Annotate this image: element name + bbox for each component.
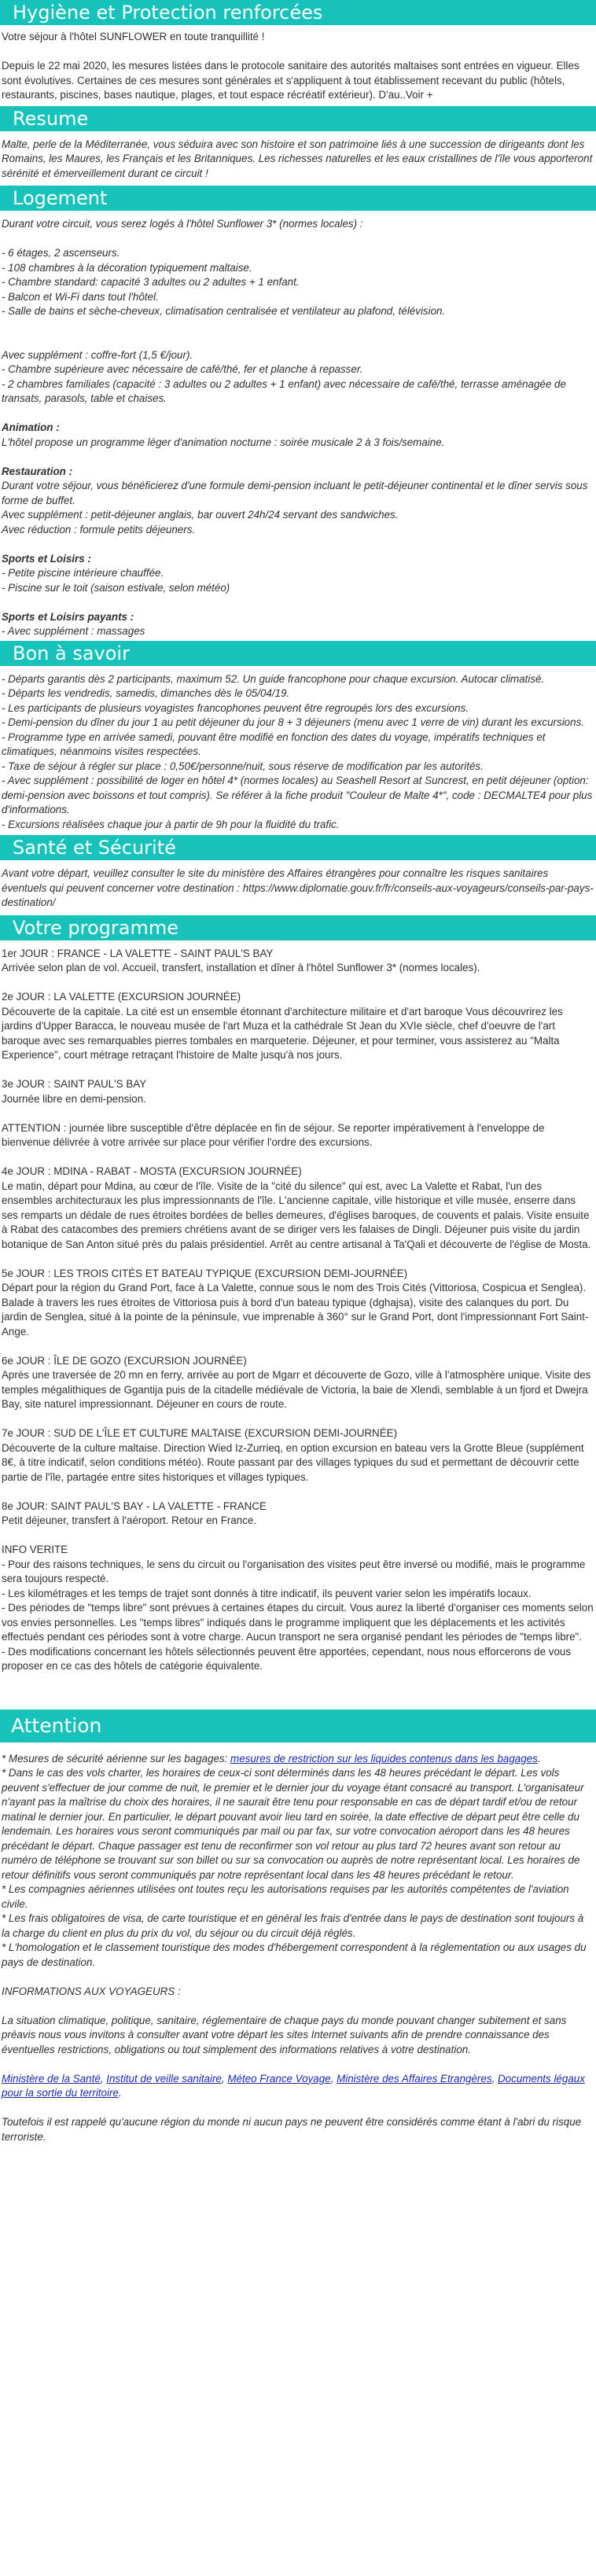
day-text: Arrivée selon plan de vol. Accueil, transfert, installation et dîner à l'hôtel Sunflower 3* (normes locales). [2, 962, 480, 973]
security-suffix: . [537, 1752, 541, 1765]
day-block [2, 1500, 594, 1529]
link-separator: , [100, 2072, 107, 2085]
section-title-bon-a-savoir: Bon à savoir [0, 641, 596, 666]
day-block [2, 1267, 594, 1340]
link-affaires-etrangeres[interactable]: Ministère des Affaires Etrangères [337, 2072, 492, 2085]
section-title-attention: Attention [0, 1709, 596, 1742]
day-block [2, 1121, 594, 1150]
sante-body [0, 860, 596, 915]
list-item: - Chambre standard: capacité 3 adultes ou 2 adultes + 1 enfant. [2, 276, 300, 288]
link-separator: , [491, 2072, 498, 2085]
day-text: Après une traversée de 20 mn en ferry, arrivée au port de Mgarr et découverte de Gozo, ville à l'atmosphère unique. Visite des temples mégalithiques de Ggantija puis de la citadelle médiévale de Victoria, la baie de Xlendi, semblable à un fjord et Dwejra Bay, site naturel impressionnant. Déjeuner en cours de route. [2, 1369, 591, 1410]
section-title-sante: Santé et Sécurité [0, 835, 596, 860]
logement-body [0, 211, 596, 641]
list-item: - Piscine sur le toit (saison estivale, selon météo) [2, 581, 230, 594]
day-block [2, 1077, 594, 1106]
day-block [2, 947, 594, 976]
list-item: - Chambre supérieure avec nécessaire de café/thé, fer et planche à repasser. [2, 363, 363, 375]
day-title: 7e JOUR : SUD DE L'ÎLE ET CULTURE MALTAISE (EXCURSION DEMI-JOURNÉE) [2, 1427, 398, 1439]
day-text: Découverte de la culture maltaise. Direction Wied Iz-Zurrieq, en option excursion en bateau vers la Grotte Bleue (supplément 8€, à titre indicatif, selon conditions météo). Route passant par des villages typiques du sud et permettant de découvrir cette partie de l'île, partagée entre sites historiques et villages typiques. [2, 1441, 584, 1483]
list-item: - 108 chambres à la décoration typiquement maltaise. [2, 261, 252, 274]
list-item: Durant votre séjour, vous bénéficierez d'une formule demi-pension incluant le petit-déjeuner continental et le dîner servis sous forme de buffet. [2, 480, 588, 506]
day-block [2, 1165, 594, 1252]
useful-links [2, 2072, 594, 2101]
info-voyageurs-title: INFORMATIONS AUX VOYAGEURS : [2, 1985, 181, 1997]
security-prefix: * Mesures de sécurité aérienne sur les bagages: [2, 1752, 231, 1765]
link-meteo-france[interactable]: Méteo France Voyage [227, 2072, 331, 2085]
section-title-logement: Logement [0, 186, 596, 211]
day-title: 5e JOUR : LES TROIS CITÉS ET BATEAU TYPIQUE (EXCURSION DEMI-JOURNÉE) [2, 1267, 408, 1279]
day-text: Départ pour la région du Grand Port, face à La Valette, connue sous le nom des Trois Cités (Vittoriosa, Cospicua et Senglea). Balade à travers les rues étroites de Vittoriosa puis à bord d'un bateau typique (dghajsa), visite des calanques du port. Du jardin de Senglea, situé à la pointe de la péninsule, vue imprenable à 360° sur le Grand Port, dont l'impressionnant Fort Saint-Ange. [2, 1282, 589, 1338]
list-item: - Des modifications concernant les hôtels sélectionnés peuvent être apportées, cependant, nous nous efforcerons de vous proposer en ce cas des hôtels de catégorie équivalente. [2, 1645, 572, 1672]
list-item: - Taxe de séjour à régler sur place : 0,50€/personne/nuit, sous réserve de modification par les autorités. [2, 760, 484, 772]
list-item: - Les kilométrages et les temps de trajet sont donnés à titre indicatif, ils peuvent varier selon les impératifs locaux. [2, 1587, 532, 1599]
day-title: 1er JOUR : FRANCE - LA VALETTE - SAINT PAUL'S BAY [2, 947, 274, 959]
day-title: ATTENTION : journée libre susceptible d'être déplacée en fin de séjour. Se reporter impérativement à l'enveloppe de bienvenue délivrée à votre arrivée sur place pour vérifier l'ordre des excursions. [2, 1121, 545, 1148]
day-title: 4e JOUR : MDINA - RABAT - MOSTA (EXCURSION JOURNÉE) [2, 1165, 302, 1177]
day-text: Le matin, départ pour Mdina, au cœur de l'île. Visite de la "cité du silence" qui est, avec La Valette et Rabat, l'un des ensembles architecturaux les plus impressionnants de l'île. L'ancienne capitale, ville historique et ville musée, enserre dans ses remparts un dédale de rues étroites bordées de belles demeures, d'églises baroques, de couvents et palais. Visite ensuite à Rabat des catacombes des premiers chrétiens avant de se diriger vers les falaises de Dingli. Déjeuner puis visite du jardin botanique de San Anton situé près du palais présidentiel. Arrêt au centre artisanal à Ta'Qali et découverte de l'église de Mosta. [2, 1179, 591, 1250]
resume-body [0, 131, 596, 186]
day-title: 6e JOUR : ÎLE DE GOZO (EXCURSION JOURNÉE) [2, 1354, 247, 1367]
day-block [2, 1426, 594, 1485]
list-item: - Balcon et Wi-Fi dans tout l'hôtel. [2, 290, 159, 303]
security-measures [2, 1752, 594, 1767]
day-text: Découverte de la capitale. La cité est un ensemble étonnant d'architecture militaire et d'art baroque Vous découvrirez les jardins d'Upper Baracca, le nouveau musée de l'art Muza et la cathédrale St Jean du XVIe siècle, chef d'oeuvre de l'art baroque avec ses remarquables pierres tombales en marqueterie. Déjeuner, et pour terminer, vous assisterez au "Malta Experience", court métrage retraçant l'histoire de Malte jusqu'à nos jours. [2, 1005, 563, 1061]
programme-body [0, 940, 596, 1705]
animation-label: Animation : [2, 421, 60, 433]
list-item: - Des périodes de "temps libre" sont prévues à certaines étapes du circuit. Vous aurez la liberté d'organiser ces moments selon vos envies personnelles. Les "temps libres" indiqués dans le programme impliquent que les déplacements et les activités effectués pendant ces périodes sont à votre charge. Aucun transport ne sera organisé pendant les périodes de "temps libre". [2, 1602, 594, 1643]
info-voyageurs-text: La situation climatique, politique, sanitaire, réglementaire de chaque pays du monde pouvant changer subitement et sans préavis nous vous invitons à consulter avant votre départ les sites Internet suivants afin de prendre connaissance des éventuelles restrictions, obligations ou tout simplement des informations relatives à votre destination. [2, 2014, 567, 2055]
airlines-paragraph: * Les compagnies aériennes utilisées ont toutes reçu les autorisations requises par les autorités compétentes de l'aviation civile. [2, 1883, 569, 1910]
list-item: - Départs les vendredis, samedis, dimanches dès le 05/04/19. [2, 687, 290, 699]
list-item: - Excursions réalisées chaque jour à partir de 9h pour la fluidité du trafic. [2, 818, 340, 830]
restauration-label: Restauration : [2, 465, 73, 477]
list-item: Avec supplément : petit-déjeuner anglais, bar ouvert 24h/24 servant des sandwiches. [2, 509, 399, 521]
list-item: Avec réduction : formule petits déjeuners. [2, 523, 196, 535]
attention-body [0, 1742, 596, 2147]
section-title-programme: Votre programme [0, 915, 596, 940]
homologation-paragraph: * L'homologation et le classement touristique des modes d'hébergement correspondent à la réglementation ou aux usages du pays de destination. [2, 1941, 587, 1968]
link-veille-sanitaire[interactable]: Institut de veille sanitaire [106, 2072, 222, 2085]
logement-intro: Durant votre circuit, vous serez logés à l'hôtel Sunflower 3* (normes locales) : [2, 218, 363, 230]
list-item: - 6 étages, 2 ascenseurs. [2, 247, 120, 259]
info-verite-title: INFO VERITE [2, 1544, 68, 1555]
list-item: - Avec supplément : massages [2, 625, 145, 637]
day-block [2, 1354, 594, 1412]
sports-label: Sports et Loisirs : [2, 552, 91, 565]
list-item: - 2 chambres familiales (capacité : 3 adultes ou 2 adultes + 1 enfant) avec nécessaire de café/thé, terrasse aménagée de transats, parasols, table et chaises. [2, 377, 566, 404]
link-separator: , [330, 2072, 337, 2085]
day-text: Journée libre en demi-pension. [2, 1092, 146, 1105]
list-item: - Salle de bains et sèche-cheveux, climatisation centralisée et ventilateur au plafond, télévision. [2, 305, 446, 317]
liquid-restriction-link[interactable]: mesures de restriction sur les liquides contenus dans les bagages [230, 1752, 538, 1765]
hygiene-line: Votre séjour à l'hôtel SUNFLOWER en toute tranquillité ! [2, 31, 265, 42]
list-item: - Départs garantis dès 2 participants, maximum 52. Un guide francophone pour chaque excursion. Autocar climatisé. [2, 672, 545, 685]
hygiene-body [0, 25, 596, 105]
sante-text: Avant votre départ, veuillez consulter le site du ministère des Affaires étrangères pour connaître les risques sanitaires éventuels qui peuvent concerner votre destination : https://www.diplomatie.gouv.fr/fr/conseils-aux-voyageurs/conseils-par-pays-destination/ [2, 867, 594, 908]
day-text: Petit déjeuner, transfert à l'aéroport. Retour en France. [2, 1514, 257, 1526]
sports-paid-label: Sports et Loisirs payants : [2, 610, 134, 623]
resume-text: Malte, perle de la Méditerranée, vous séduira avec son histoire et son patrimoine liés à une succession de dirigeants dont les Romains, les Maures, les Français et les Britanniques. Les richesses naturelles et les eaux cristallines de l'île vous apporteront sérénité et émerveillement durant ce circuit ! [2, 138, 593, 179]
terrorism-notice: Toutefois il est rappelé qu'aucune région du monde ni aucun pays ne peuvent être considérés comme étant à l'abri du risque terroriste. [2, 2116, 582, 2143]
section-title-resume: Resume [0, 106, 596, 131]
list-item: - Pour des raisons techniques, le sens du circuit ou l'organisation des visites peut être inversé ou modifié, mais le programme sera toujours respecté. [2, 1558, 586, 1584]
day-title: 2e JOUR : LA VALETTE (EXCURSION JOURNÉE) [2, 991, 241, 1003]
section-title-hygiene: Hygiène et Protection renforcées [0, 0, 596, 25]
list-item: - Les participants de plusieurs voyagistes francophones peuvent être regroupés lors des excursions. [2, 701, 469, 714]
link-documents-legaux[interactable]: Documents légaux pour la sortie du territoire [2, 2072, 585, 2099]
list-item: Avec supplément : coffre-fort (1,5 €/jour). [2, 348, 193, 361]
list-item: - Demi-pension du dîner du jour 1 au petit déjeuner du jour 8 + 3 déjeuners (menu avec 1 verre de vin) durant les excursions. [2, 716, 584, 728]
day-title: 8e JOUR: SAINT PAUL'S BAY - LA VALETTE - FRANCE [2, 1500, 267, 1512]
animation-text: L'hôtel propose un programme léger d'animation nocturne : soirée musicale 2 à 3 fois/semaine. [2, 436, 445, 448]
list-item: - Petite piscine intérieure chauffée. [2, 567, 164, 579]
charter-paragraph: * Dans le cas des vols charter, les horaires de ceux-ci sont déterminés dans les 48 heures précédant le départ. Les vols peuvent s'effectuer de jour comme de nuit, le premier et le dernier jour du voyage étant consacré au transport. L'organisateur n'ayant pas la maîtrise du choix des horaires, il ne saurait être tenu pour responsable en cas de départ tardif et/ou de retour matinal le dernier jour. En particulier, le départ pouvant avoir lieu tard en soirée, la date effective de départ peut être celle du lendemain. Les horaires vous seront communiqués par mail ou par fax, sur votre convocation aéroport dans les 48 heures précédant le départ. Chaque passager est tenu de reconfirmer son vol retour au plus tard 72 heures avant son retour au numéro de téléphone se trouvant sur son billet ou sur sa convocation ou auprès de notre représentant local. Les horaires de retour définitifs vous seront communiqués par notre représentant local dans les 48 heures précédant le retour. [2, 1767, 584, 1881]
day-title: 3e JOUR : SAINT PAUL'S BAY [2, 1078, 147, 1090]
link-separator: , [221, 2072, 228, 2085]
link-ministere-sante[interactable]: Ministère de la Santé [2, 2072, 101, 2085]
bon-body [0, 666, 596, 836]
link-separator: . [118, 2087, 122, 2099]
hygiene-line: Depuis le 22 mai 2020, les mesures listées dans le protocole sanitaire des autorités maltaises sont entrées en vigueur. Elles sont évolutives. Certaines de ces mesures sont générales et s'appliquent à tout établissement recevant du public (hôtels, restaurants, piscines, bases nautique, plages, et tout espace récréatif extérieur). D'au..Voir + [2, 60, 579, 101]
list-item: - Programme type en arrivée samedi, pouvant être modifié en fonction des dates du voyage, impératifs techniques et climatiques, néanmoins visites respectées. [2, 730, 546, 757]
list-item: - Avec supplément : possibilité de loger en hôtel 4* (normes locales) au Seashell Resort at Suncrest, en petit déjeuner (option: demi-pension avec boissons et tout compris). Se référer à la fiche produit "Couleur de Malte 4*", code : DECMALTE4 pour plus d'informations. [2, 775, 593, 815]
day-block [2, 990, 594, 1063]
visa-fees-paragraph: * Les frais obligatoires de visa, de carte touristique et en général les frais d'entrée dans le pays de destination sont toujours à la charge du client en plus du prix du vol, du séjour ou du circuit déjà réglés. [2, 1912, 584, 1939]
